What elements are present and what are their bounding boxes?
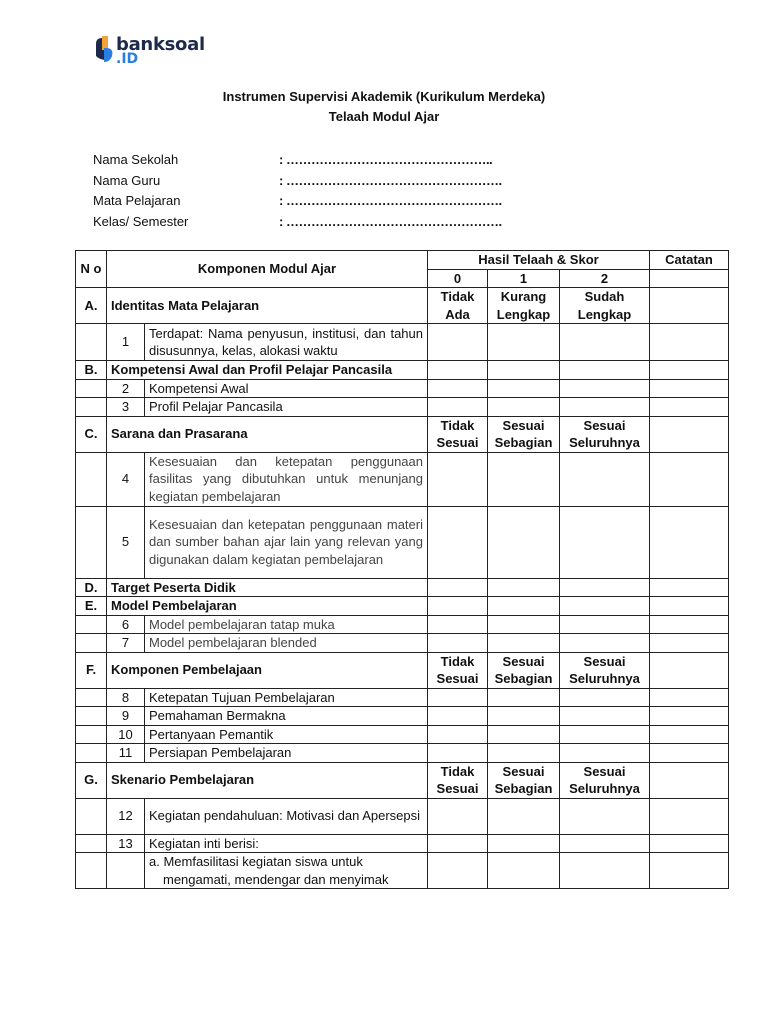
score-cell[interactable]	[488, 798, 560, 834]
info-row	[93, 191, 502, 212]
info-value: : …………………………………………….	[279, 193, 502, 208]
scale-label: Kurang Lengkap	[488, 288, 560, 324]
item-row	[76, 634, 729, 653]
info-label: Mata Pelajaran	[93, 193, 181, 208]
score-cell[interactable]	[488, 688, 560, 707]
empty-cell	[76, 744, 107, 763]
score-0: 0	[428, 269, 488, 288]
item-row	[76, 506, 729, 578]
item-row	[76, 725, 729, 744]
score-cell[interactable]	[428, 688, 488, 707]
item-text: Kompetensi Awal	[145, 379, 428, 398]
notes-cell[interactable]	[650, 798, 729, 834]
empty-cell	[107, 853, 145, 889]
item-text: Kesesuaian dan ketepatan penggunaan materi dan sumber bahan ajar lain yang relevan yang digunakan dalam kegiatan pembelajaran	[145, 506, 428, 578]
score-cell[interactable]	[428, 798, 488, 834]
notes-cell[interactable]	[650, 725, 729, 744]
score-cell[interactable]	[560, 379, 650, 398]
score-cell[interactable]	[488, 615, 560, 634]
item-text: Kesesuaian dan ketepatan penggunaan fasilitas yang dibutuhkan untuk menunjang kegiatan pembelajaran	[145, 452, 428, 506]
document-subtitle: Telaah Modul Ajar	[328, 109, 440, 124]
item-no: 5	[107, 506, 145, 578]
score-cell[interactable]	[488, 725, 560, 744]
empty-cell	[76, 853, 107, 889]
item-row	[76, 324, 729, 361]
score-cell[interactable]	[560, 615, 650, 634]
score-cell[interactable]	[488, 634, 560, 653]
subitem-line: a. Memfasilitasi kegiatan siswa untuk	[149, 854, 363, 869]
info-row	[93, 150, 502, 171]
item-no: 1	[107, 324, 145, 361]
telaah-table	[75, 250, 729, 889]
empty-cell	[76, 615, 107, 634]
score-cell[interactable]	[560, 361, 650, 380]
section-title: Komponen Pembelajaan	[107, 652, 428, 688]
info-row	[93, 171, 502, 192]
item-row	[76, 798, 729, 834]
notes-cell[interactable]	[650, 452, 729, 506]
empty-cell	[76, 379, 107, 398]
notes-cell[interactable]	[650, 324, 729, 361]
notes-cell[interactable]	[650, 634, 729, 653]
item-no: 2	[107, 379, 145, 398]
empty-cell	[76, 725, 107, 744]
item-row	[76, 744, 729, 763]
item-text: Pertanyaan Pemantik	[145, 725, 428, 744]
info-label: Kelas/ Semester	[93, 213, 189, 229]
section-title: Model Pembelajaran	[107, 597, 428, 616]
scale-label: Tidak Ada	[428, 288, 488, 324]
scale-label: Sesuai Sebagian	[488, 762, 560, 798]
notes-cell[interactable]	[650, 853, 729, 889]
score-cell[interactable]	[428, 597, 488, 616]
score-cell[interactable]	[560, 744, 650, 763]
logo-suffix: .ID	[116, 51, 139, 67]
scale-label: Tidak Sesuai	[428, 416, 488, 452]
score-cell[interactable]	[560, 324, 650, 361]
score-cell[interactable]	[560, 452, 650, 506]
score-cell[interactable]	[560, 725, 650, 744]
score-cell[interactable]	[488, 398, 560, 417]
item-no: 11	[107, 744, 145, 763]
info-label: Nama Guru	[93, 172, 161, 188]
score-cell[interactable]	[428, 853, 488, 889]
item-row	[76, 834, 729, 853]
score-cell[interactable]	[488, 744, 560, 763]
logo-mark-icon	[94, 34, 114, 66]
score-cell[interactable]	[428, 834, 488, 853]
score-cell[interactable]	[560, 798, 650, 834]
section-letter: B.	[76, 361, 107, 380]
score-cell[interactable]	[488, 853, 560, 889]
section-letter: D.	[76, 578, 107, 597]
notes-cell[interactable]	[650, 744, 729, 763]
section-letter: A.	[76, 288, 107, 324]
section-title: Sarana dan Prasarana	[107, 416, 428, 452]
info-value: : …………………………………………….	[279, 213, 502, 229]
notes-cell[interactable]	[650, 416, 729, 452]
header-catatan: Catatan	[650, 251, 729, 270]
item-text: Model pembelajaran tatap muka	[145, 615, 428, 634]
empty-cell	[76, 798, 107, 834]
banksoal-logo	[94, 34, 214, 68]
item-no: 4	[107, 452, 145, 506]
score-cell[interactable]	[488, 578, 560, 597]
notes-cell[interactable]	[650, 578, 729, 597]
item-row	[76, 398, 729, 417]
section-row	[76, 288, 729, 324]
scale-label: Sesuai Sebagian	[488, 652, 560, 688]
score-cell[interactable]	[560, 578, 650, 597]
score-cell[interactable]	[560, 688, 650, 707]
document-title: Instrumen Supervisi Akademik (Kurikulum Merdeka)	[222, 89, 546, 104]
notes-cell[interactable]	[650, 688, 729, 707]
score-cell[interactable]	[488, 324, 560, 361]
item-no: 7	[107, 634, 145, 653]
score-cell[interactable]	[428, 725, 488, 744]
info-block	[93, 150, 502, 232]
section-row	[76, 416, 729, 452]
score-cell[interactable]	[488, 834, 560, 853]
info-row	[93, 212, 502, 233]
score-cell[interactable]	[488, 379, 560, 398]
score-2: 2	[560, 269, 650, 288]
info-value: : …………………………………………..	[279, 152, 493, 167]
header-komponen: Komponen Modul Ajar	[107, 251, 428, 288]
empty-cell	[76, 688, 107, 707]
section-title: Kompetensi Awal dan Profil Pelajar Pancasila	[107, 361, 428, 380]
section-title: Skenario Pembelajaran	[107, 762, 428, 798]
item-text: Kegiatan pendahuluan: Motivasi dan Apersepsi	[145, 798, 428, 834]
empty-cell	[76, 834, 107, 853]
item-no: 10	[107, 725, 145, 744]
item-text	[145, 853, 428, 889]
score-cell[interactable]	[428, 634, 488, 653]
info-label: Nama Sekolah	[93, 152, 179, 167]
notes-cell[interactable]	[650, 398, 729, 417]
item-no: 6	[107, 615, 145, 634]
item-text: Pemahaman Bermakna	[145, 707, 428, 726]
score-cell[interactable]	[488, 597, 560, 616]
item-text: Persiapan Pembelajaran	[145, 744, 428, 763]
section-title: Identitas Mata Pelajaran	[107, 288, 428, 324]
section-title: Target Peserta Didik	[107, 578, 428, 597]
score-cell[interactable]	[560, 707, 650, 726]
empty-cell	[76, 324, 107, 361]
notes-cell[interactable]	[650, 288, 729, 324]
item-text: Kegiatan inti berisi:	[145, 834, 428, 853]
empty-cell	[650, 269, 729, 288]
notes-cell[interactable]	[650, 615, 729, 634]
item-text: Profil Pelajar Pancasila	[145, 398, 428, 417]
section-row	[76, 361, 729, 380]
item-text: Model pembelajaran blended	[145, 634, 428, 653]
section-letter: G.	[76, 762, 107, 798]
empty-cell	[76, 506, 107, 578]
score-cell[interactable]	[428, 361, 488, 380]
notes-cell[interactable]	[650, 597, 729, 616]
score-cell[interactable]	[560, 398, 650, 417]
table-header-row	[76, 251, 729, 270]
item-row	[76, 452, 729, 506]
scale-label: Sesuai Seluruhnya	[560, 652, 650, 688]
notes-cell[interactable]	[650, 834, 729, 853]
scale-label: Tidak Sesuai	[428, 652, 488, 688]
logo-text: banksoal	[116, 34, 205, 55]
section-row	[76, 578, 729, 597]
score-cell[interactable]	[428, 398, 488, 417]
score-cell[interactable]	[560, 853, 650, 889]
score-1: 1	[488, 269, 560, 288]
section-letter: C.	[76, 416, 107, 452]
score-cell[interactable]	[488, 506, 560, 578]
item-no: 8	[107, 688, 145, 707]
score-cell[interactable]	[428, 506, 488, 578]
score-cell[interactable]	[428, 578, 488, 597]
scale-label: Sesuai Sebagian	[488, 416, 560, 452]
notes-cell[interactable]	[650, 506, 729, 578]
notes-cell[interactable]	[650, 762, 729, 798]
item-no: 3	[107, 398, 145, 417]
info-value: : …………………………………………….	[279, 172, 502, 188]
item-no: 9	[107, 707, 145, 726]
score-cell[interactable]	[428, 707, 488, 726]
section-row	[76, 762, 729, 798]
scale-label: Sesuai Seluruhnya	[560, 762, 650, 798]
section-row	[76, 652, 729, 688]
score-cell[interactable]	[560, 506, 650, 578]
score-cell[interactable]	[428, 744, 488, 763]
scale-label: Tidak Sesuai	[428, 762, 488, 798]
section-letter: F.	[76, 652, 107, 688]
score-cell[interactable]	[488, 452, 560, 506]
section-row	[76, 597, 729, 616]
score-cell[interactable]	[428, 379, 488, 398]
empty-cell	[76, 398, 107, 417]
item-text: Ketepatan Tujuan Pembelajaran	[145, 688, 428, 707]
scale-label: Sesuai Seluruhnya	[560, 416, 650, 452]
item-no: 13	[107, 834, 145, 853]
score-cell[interactable]	[488, 707, 560, 726]
score-cell[interactable]	[428, 615, 488, 634]
header-hasil: Hasil Telaah & Skor	[428, 251, 650, 270]
notes-cell[interactable]	[650, 652, 729, 688]
scale-label: Sudah Lengkap	[560, 288, 650, 324]
empty-cell	[76, 707, 107, 726]
empty-cell	[76, 634, 107, 653]
item-no: 12	[107, 798, 145, 834]
item-row	[76, 707, 729, 726]
item-row	[76, 379, 729, 398]
score-cell[interactable]	[428, 452, 488, 506]
notes-cell[interactable]	[650, 707, 729, 726]
score-cell[interactable]	[560, 834, 650, 853]
notes-cell[interactable]	[650, 361, 729, 380]
subitem-line: mengamati, mendengar dan menyimak	[163, 871, 389, 887]
section-letter: E.	[76, 597, 107, 616]
score-cell[interactable]	[560, 634, 650, 653]
notes-cell[interactable]	[650, 379, 729, 398]
item-text: Terdapat: Nama penyusun, institusi, dan tahun disusunnya, kelas, alokasi waktu	[145, 324, 428, 361]
item-row	[76, 853, 729, 889]
score-cell[interactable]	[488, 361, 560, 380]
empty-cell	[76, 452, 107, 506]
item-row	[76, 615, 729, 634]
score-cell[interactable]	[560, 597, 650, 616]
score-cell[interactable]	[428, 324, 488, 361]
item-row	[76, 688, 729, 707]
header-no: N o	[76, 251, 107, 288]
